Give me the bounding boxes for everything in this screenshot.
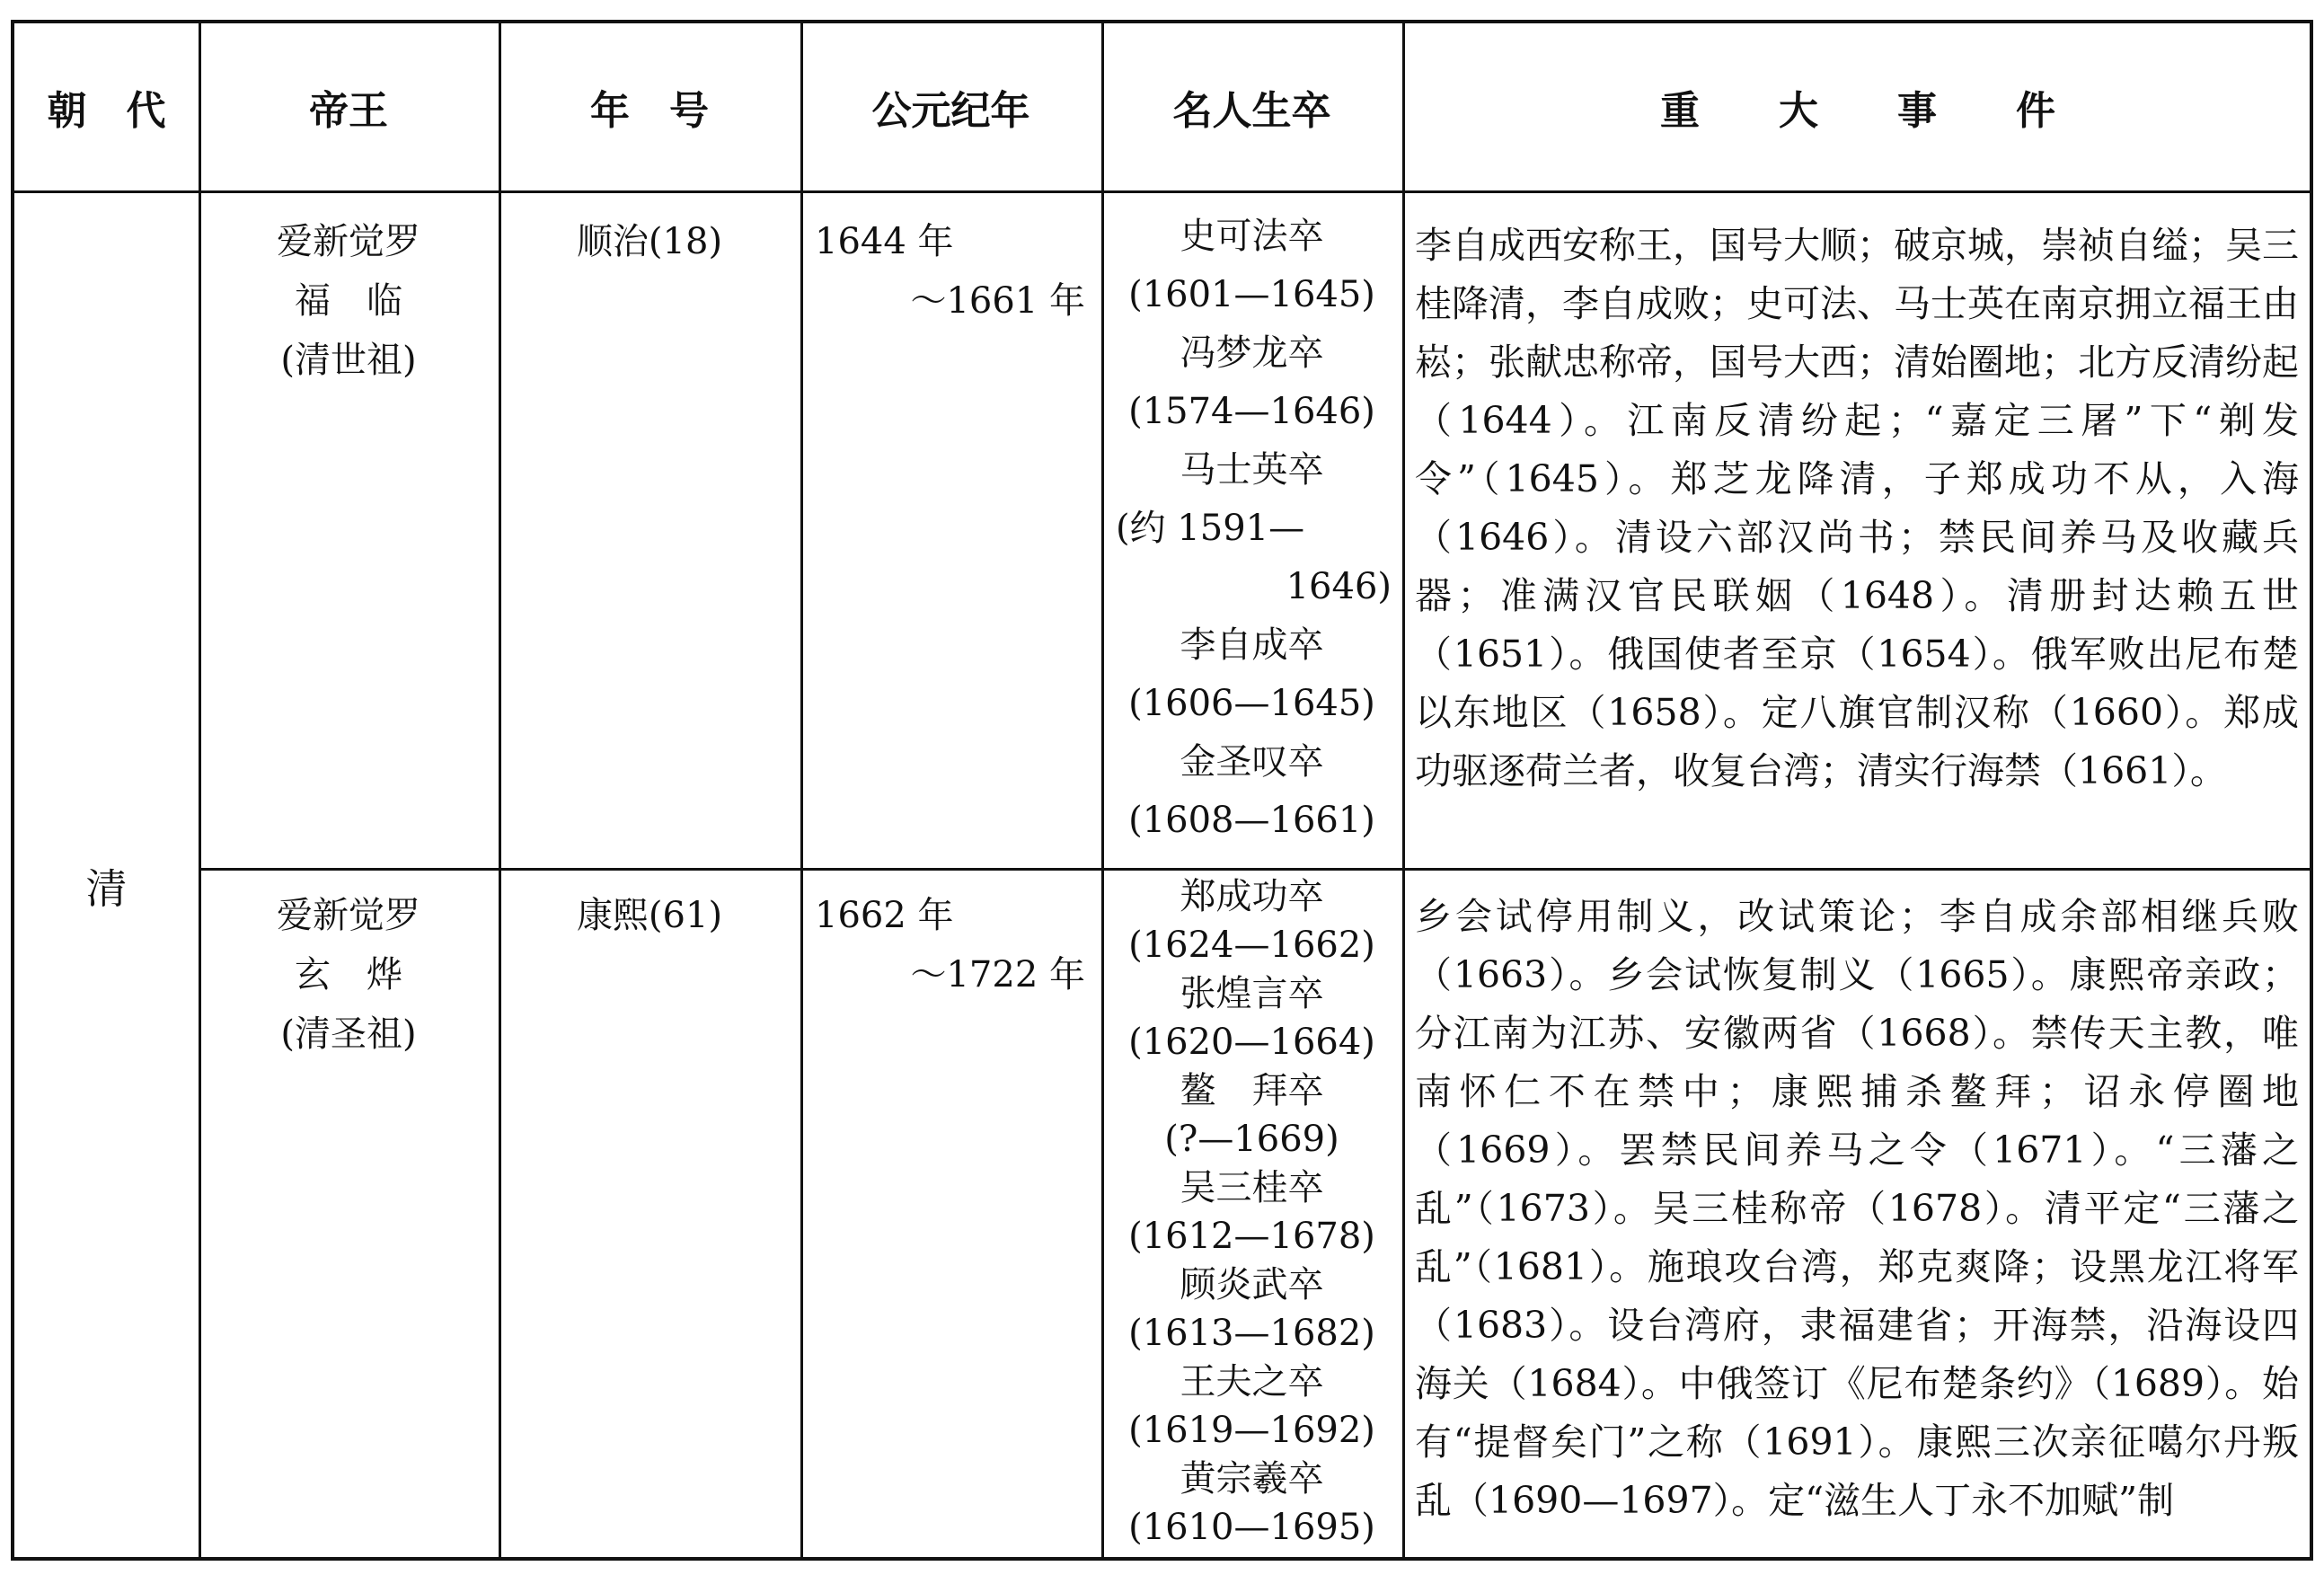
header-reign: 年 号 bbox=[590, 88, 709, 134]
famous-line: 王夫之卒 bbox=[1180, 1361, 1324, 1402]
famous-line: 1646) bbox=[1286, 566, 1392, 607]
reign-name: 顺治(18) bbox=[576, 221, 723, 262]
famous-cell bbox=[1101, 872, 1402, 1552]
famous-line: 吴三桂卒 bbox=[1180, 1167, 1324, 1208]
header-famous: 名人生卒 bbox=[1172, 88, 1331, 134]
famous-cell bbox=[1101, 208, 1402, 850]
emperor-surname: 爱新觉罗 bbox=[277, 221, 420, 262]
famous-line: (1613—1682) bbox=[1128, 1313, 1375, 1354]
famous-line: 史可法卒 bbox=[1180, 216, 1324, 257]
famous-line: (1619—1692) bbox=[1128, 1410, 1375, 1451]
famous-line: (1574—1646) bbox=[1128, 391, 1375, 432]
famous-line: 马士英卒 bbox=[1180, 449, 1324, 491]
year-cell bbox=[800, 212, 1101, 331]
reign-name: 康熙(61) bbox=[576, 895, 723, 936]
famous-line: 金圣叹卒 bbox=[1180, 741, 1324, 783]
year-cell bbox=[800, 886, 1101, 1004]
year-start: 1662 年 bbox=[815, 895, 954, 936]
famous-line: 黄宗羲卒 bbox=[1180, 1458, 1324, 1500]
header-year: 公元纪年 bbox=[871, 88, 1030, 134]
history-table bbox=[11, 20, 2313, 1561]
emperor-cell bbox=[199, 886, 499, 1064]
famous-line: (1624—1662) bbox=[1128, 925, 1375, 966]
emperor-name: 玄 烨 bbox=[295, 954, 402, 995]
header-divider bbox=[14, 190, 2310, 193]
famous-line: 张煌言卒 bbox=[1180, 973, 1324, 1014]
year-end: ～1661 年 bbox=[910, 280, 1085, 322]
row-divider bbox=[199, 868, 2310, 871]
famous-line: (1610—1695) bbox=[1128, 1507, 1375, 1548]
events-text: 乡会试停用制义，改试策论；李自成余部相继兵败（1663）。乡会试恢复制义（1665）。康熙帝亲政；分江南为江苏、安徽两省（1668）。禁传天主教，唯南怀仁不在禁中；康熙捕杀鳌拜；诏永停圈地（1669）。罢禁民间养马之令（1671）。“三藩之乱”（1673）。吴三桂称帝（1678）。清平定“三藩之乱”（1681）。施琅攻台湾，郑克爽降；设黑龙江将军（1683）。设台湾府，隶福建省；开海禁，沿海设四海关（1684）。中俄签订《尼布楚条约》（1689）。始有“提督矣门”之称（1691）。康熙三次亲征噶尔丹叛乱（1690—1697）。定“滋生人丁永不加赋”制 bbox=[1415, 895, 2299, 1522]
emperor-cell bbox=[199, 212, 499, 390]
famous-line: 鳌 拜卒 bbox=[1180, 1070, 1324, 1111]
year-end: ～1722 年 bbox=[910, 954, 1085, 995]
famous-line: (?—1669) bbox=[1164, 1119, 1339, 1160]
famous-line: (1620—1664) bbox=[1128, 1022, 1375, 1063]
emperor-surname: 爱新觉罗 bbox=[277, 895, 420, 936]
famous-line: (约 1591— bbox=[1116, 508, 1305, 549]
famous-line: (1606—1645) bbox=[1128, 683, 1375, 724]
famous-line: 郑成功卒 bbox=[1180, 876, 1324, 917]
emperor-name: 福 临 bbox=[295, 280, 402, 322]
famous-line: 冯梦龙卒 bbox=[1180, 332, 1324, 374]
emperor-title: (清圣祖) bbox=[280, 1013, 417, 1055]
year-start: 1644 年 bbox=[815, 221, 954, 262]
era-name: 清 bbox=[85, 864, 128, 913]
famous-line: (1612—1678) bbox=[1128, 1216, 1375, 1257]
header-emperor: 帝王 bbox=[309, 88, 388, 134]
famous-line: (1608—1661) bbox=[1128, 800, 1375, 841]
famous-line: 顾炎武卒 bbox=[1180, 1264, 1324, 1305]
header-era: 朝 代 bbox=[47, 88, 166, 134]
famous-line: 李自成卒 bbox=[1180, 624, 1324, 666]
header-events: 重 大 事 件 bbox=[1660, 88, 2055, 134]
famous-line: (1601—1645) bbox=[1128, 274, 1375, 315]
emperor-title: (清世祖) bbox=[280, 340, 417, 381]
events-text: 李自成西安称王，国号大顺；破京城，崇祯自缢；吴三桂降清，李自成败；史可法、马士英在南京拥立福王由崧；张献忠称帝，国号大西；清始圈地；北方反清纷起（1644）。江南反清纷起；“嘉定三屠”下“剃发令”（1645）。郑芝龙降清，子郑成功不从，入海（1646）。清设六部汉尚书；禁民间养马及收藏兵器；准满汉官民联姻（1648）。清册封达赖五世（1651）。俄国使者至京（1654）。俄军败出尼布楚以东地区（1658）。定八旗官制汉称（1660）。郑成功驱逐荷兰者，收复台湾；清实行海禁（1661）。 bbox=[1415, 224, 2299, 792]
